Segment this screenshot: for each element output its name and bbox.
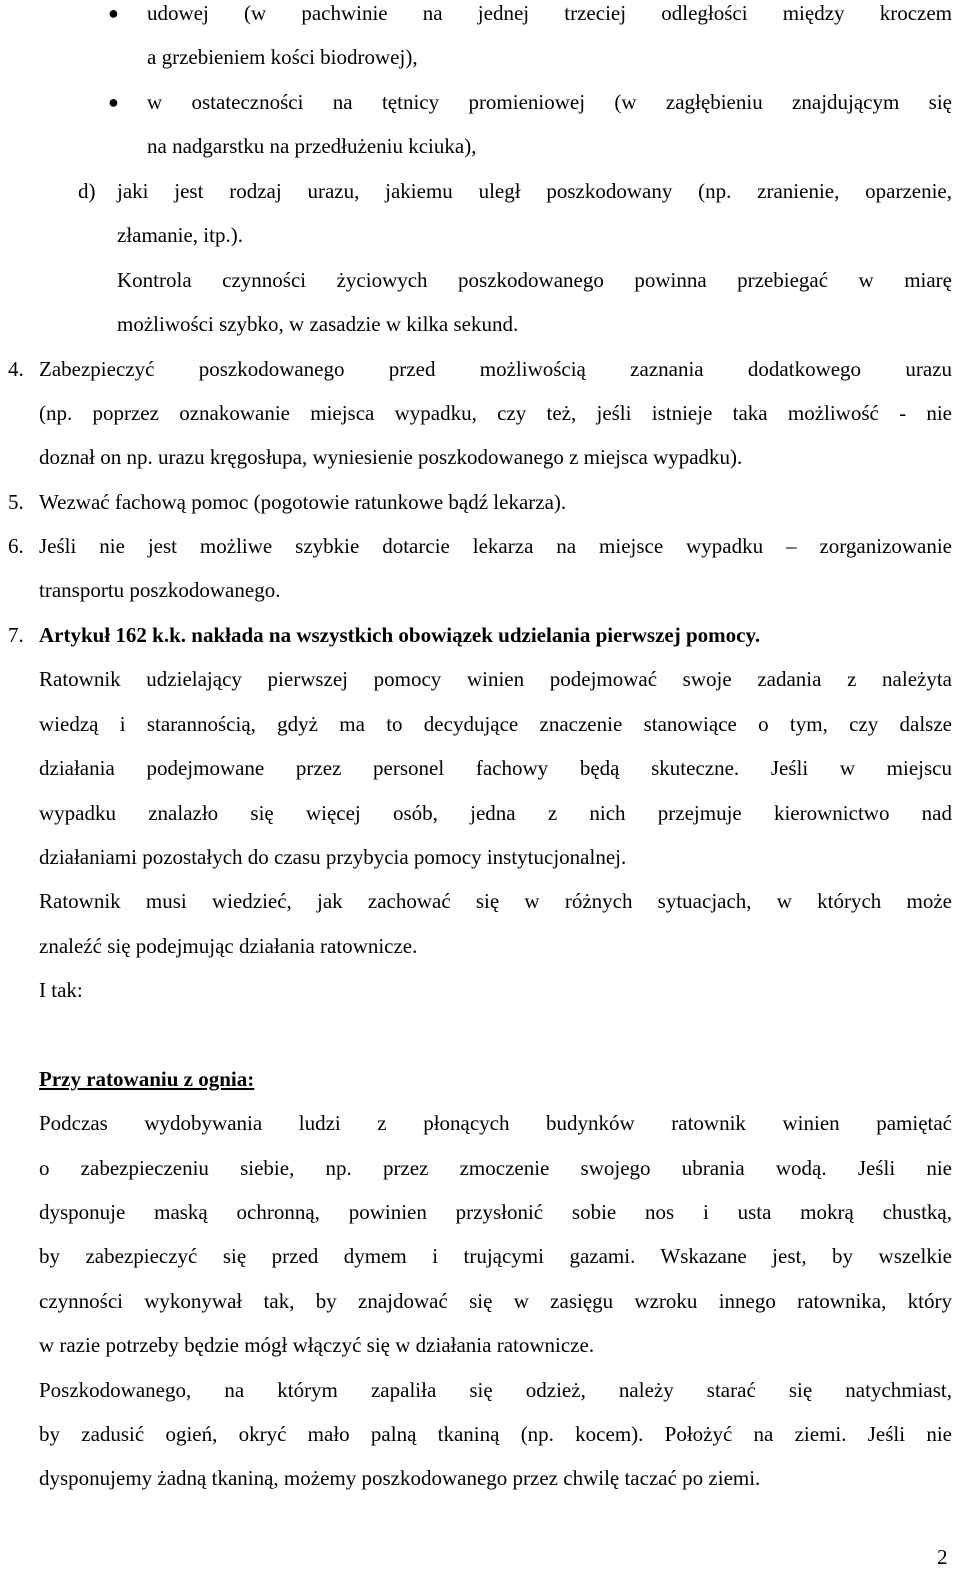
para-fire1-line-2: o zabezpieczeniu siebie, np. przez zmoczenie swojego ubrania wodą. Jeśli nie: [39, 1156, 952, 1180]
item-5-line: Wezwać fachową pomoc (pogotowie ratunkowe bądź lekarza).: [39, 490, 567, 514]
item-6-line-2: transportu poszkodowanego.: [39, 578, 281, 602]
section-heading-fire: Przy ratowaniu z ognia:: [39, 1067, 255, 1091]
para-ratownik-line-5: działaniami pozostałych do czasu przybycia pomocy instytucjonalnej.: [39, 845, 627, 869]
item-6-line-1: Jeśli nie jest możliwe szybkie dotarcie lekarza na miejsce wypadku – zorganizowanie: [39, 534, 952, 558]
item-5-label: 5.: [8, 490, 24, 514]
item-4-line-3: doznał on np. urazu kręgosłupa, wyniesienie poszkodowanego z miejsca wypadku).: [39, 445, 743, 469]
para-fire1-line-3: dysponuje maską ochronną, powinien przysłonić sobie nos i usta mokrą chustką,: [39, 1200, 952, 1224]
para-musi-line-1: Ratownik musi wiedzieć, jak zachować się w różnych sytuacjach, w których może: [39, 889, 952, 913]
item-4-label: 4.: [8, 357, 24, 381]
item-4-line-1: Zabezpieczyć poszkodowanego przed możliwością zaznania dodatkowego urazu: [39, 357, 952, 381]
para-musi-line-2: znaleźć się podejmując działania ratownicze.: [39, 934, 418, 958]
item-7-line: Artykuł 162 k.k. nakłada na wszystkich obowiązek udzielania pierwszej pomocy.: [39, 623, 761, 647]
item-7-label: 7.: [8, 623, 24, 647]
para-fire1-line-5: czynności wykonywał tak, by znajdować się w zasięgu wzroku innego ratownika, który: [39, 1289, 952, 1313]
para-ratownik-line-4: wypadku znalazło się więcej osób, jedna z nich przejmuje kierownictwo nad: [39, 801, 952, 825]
para-fire2-line-2: by zadusić ogień, okryć mało palną tkaniną (np. kocem). Położyć na ziemi. Jeśli nie: [39, 1422, 952, 1446]
bullet-2-line-2: na nadgarstku na przedłużeniu kciuka),: [147, 134, 477, 158]
bullet-1-line-1: udowej (w pachwinie na jednej trzeciej odległości między kroczem: [147, 1, 952, 25]
bullet-2-line-1: w ostateczności na tętnicy promieniowej (w zagłębieniu znajdującym się: [147, 90, 952, 114]
kontrola-line-1: Kontrola czynności życiowych poszkodowanego powinna przebiegać w miarę: [117, 268, 952, 292]
para-fire1-line-4: by zabezpieczyć się przed dymem i trującymi gazami. Wskazane jest, by wszelkie: [39, 1244, 952, 1268]
kontrola-line-2: możliwości szybko, w zasadzie w kilka sekund.: [117, 312, 519, 336]
para-fire1-line-6: w razie potrzeby będzie mógł włączyć się w działania ratownicze.: [39, 1333, 595, 1357]
para-ratownik-line-1: Ratownik udzielający pierwszej pomocy winien podejmować swoje zadania z należyta: [39, 667, 952, 691]
item-d-line-1: jaki jest rodzaj urazu, jakiemu uległ poszkodowany (np. zranienie, oparzenie,: [117, 179, 952, 203]
item-4-line-2: (np. poprzez oznakowanie miejsca wypadku, czy też, jeśli istnieje taka możliwość - nie: [39, 401, 952, 425]
item-6-label: 6.: [8, 534, 24, 558]
para-ratownik-line-2: wiedzą i starannością, gdyż ma to decydujące znaczenie stanowiące o tym, czy dalsze: [39, 712, 952, 736]
para-fire2-line-1: Poszkodowanego, na którym zapaliła się odzież, należy starać się natychmiast,: [39, 1378, 952, 1402]
para-fire1-line-1: Podczas wydobywania ludzi z płonących budynków ratownik winien pamiętać: [39, 1111, 952, 1135]
bullet-marker: ●: [108, 92, 119, 112]
item-d-label: d): [78, 179, 96, 203]
bullet-1-line-2: a grzebieniem kości biodrowej),: [147, 45, 418, 69]
bullet-marker: ●: [108, 3, 119, 23]
item-d-line-2: złamanie, itp.).: [117, 223, 243, 247]
para-fire2-line-3: dysponujemy żadną tkaniną, możemy poszkodowanego przez chwilę taczać po ziemi.: [39, 1466, 761, 1490]
i-tak-text: I tak:: [39, 978, 83, 1002]
para-ratownik-line-3: działania podejmowane przez personel fachowy będą skuteczne. Jeśli w miejscu: [39, 756, 952, 780]
page-number: 2: [937, 1545, 948, 1569]
